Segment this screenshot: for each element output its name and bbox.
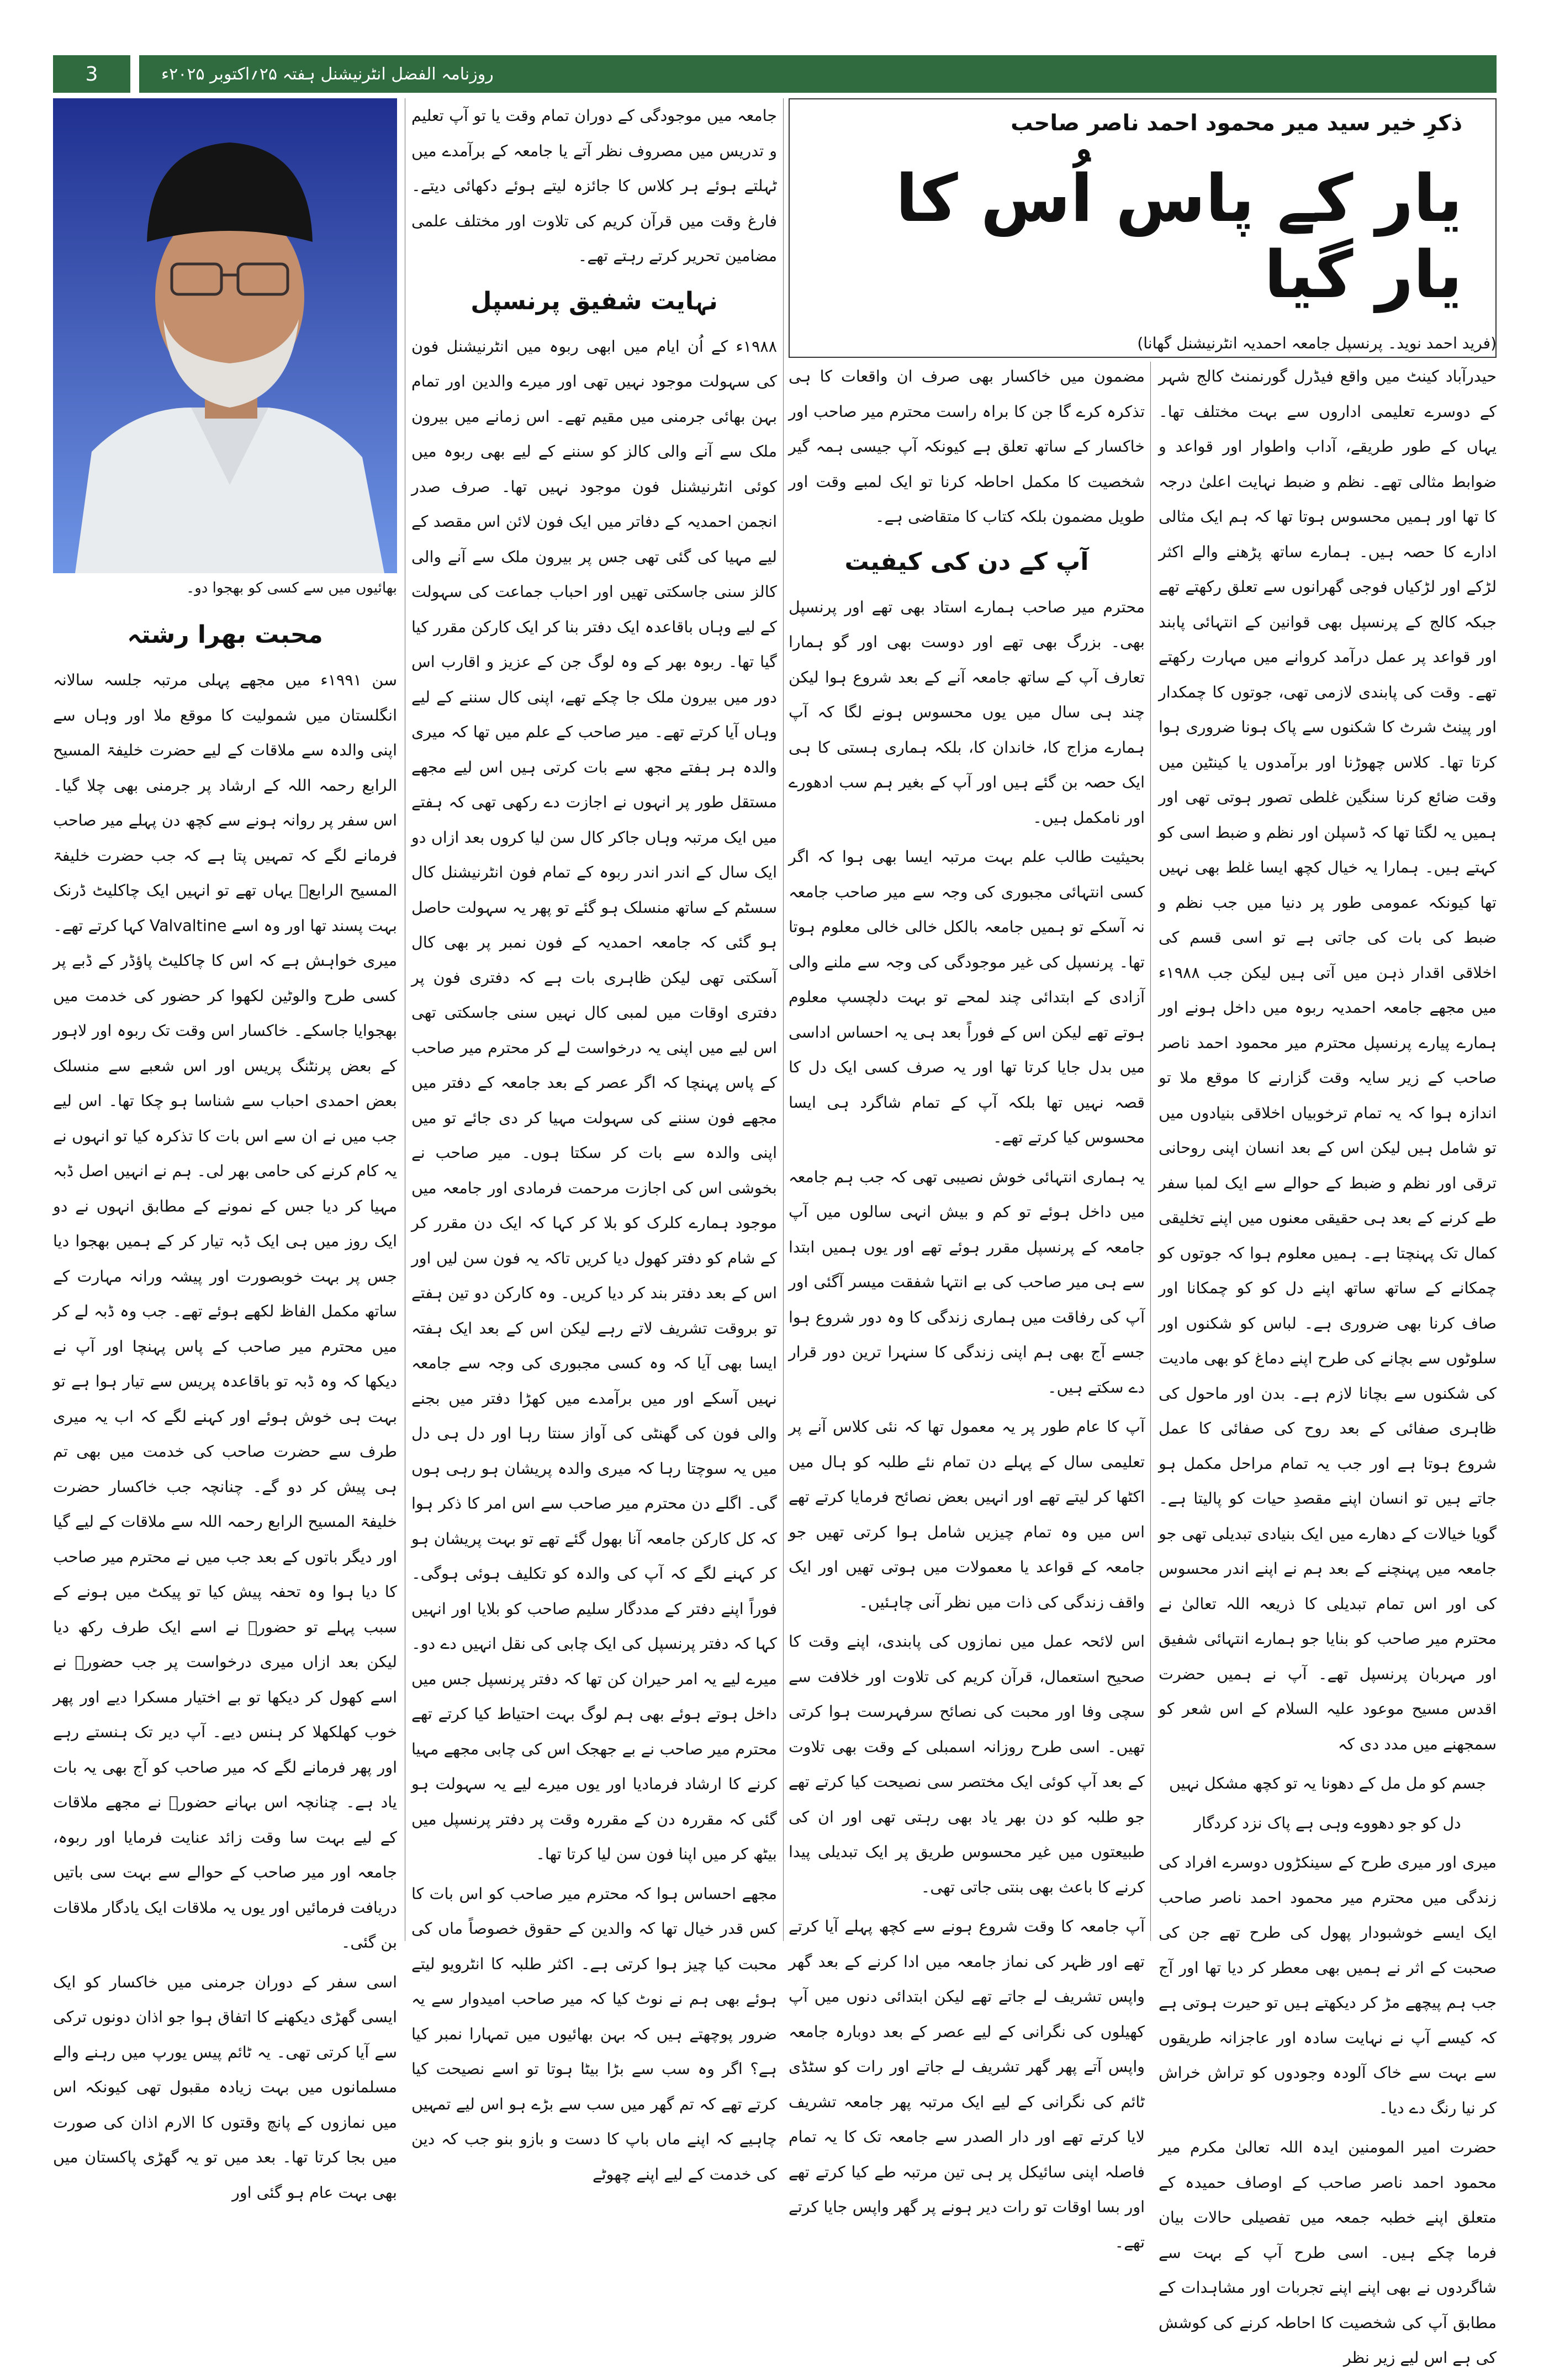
article-column-1 xyxy=(1159,359,1497,2380)
newspaper-title xyxy=(139,55,1497,93)
article-kicker: ذکرِ خیر سید میر محمود احمد ناصر صاحب xyxy=(1011,110,1462,136)
section-heading: آپ کے دن کی کیفیت xyxy=(844,547,1089,576)
portrait-photo xyxy=(53,98,397,573)
article-headline: یار کے پاس اُس کا یار گیا xyxy=(895,160,1462,313)
headline-box xyxy=(789,98,1497,358)
article-column-4 xyxy=(53,607,397,2214)
verse-line: دل کو جو دھووے وہی ہے پاک نزد کردگار xyxy=(1194,1813,1461,1832)
article-column-2 xyxy=(789,359,1145,2264)
verse-line: جسم کو مل مل کے دھونا یہ تو کچھ مشکل نہیں xyxy=(1169,1774,1487,1792)
paragraph: مضمون میں خاکسار بھی صرف ان واقعات کا ہی تذکرہ کرے گا جن کا براہ راست محترم میر صاحب اور خاکسار کے ساتھ تعلق ہے کیونکہ آپ جیسی ہمہ گیر شخصیت کا مکمل احاطہ کرنا تو ایک لمبے وقت اور طویل مضمون بلکہ کتاب کا متقاضی ہے۔ xyxy=(789,367,1145,526)
paragraph: آپ کا عام طور پر یہ معمول تھا کہ نئی کلاس آنے پر تعلیمی سال کے پہلے دن تمام نئے طلبہ کو ہال میں اکٹھا کر لیتے تھے اور انہیں بعض نصائح فرمایا کرتے تھے اس میں وہ تمام چیزیں شامل ہوا کرتی تھیں جو جامعہ کے قواعد یا معمولات میں ہوتی تھیں اور ایک واقف زندگی کی ذات میں نظر آنی چاہئیں۔ xyxy=(789,1418,1145,1611)
paragraph: سن ۱۹۹۱ء میں مجھے پہلی مرتبہ جلسہ سالانہ انگلستان میں شمولیت کا موقع ملا اور وہاں سے اپنی والدہ سے ملاقات کے لیے حضرت خلیفۃ المسیح الرابع رحمہ اللہ کے ارشاد پر جرمنی بھی چلا گیا۔ اس سفر پر روانہ ہونے سے کچھ دن پہلے میر صاحب فرمانے لگے کہ تمہیں پتا ہے کہ جب حضرت خلیفۃ المسیح الرابعؒ یہاں تھے تو انہیں ایک چاکلیٹ ڈرنک بہت پسند تھا اور وہ اسے Valvaltine کہا کرتے تھے۔ میری خواہش ہے کہ اس کا چاکلیٹ پاؤڈر کے ڈبے پر کسی طرح والوٹین لکھوا کر حضور کی خدمت میں بھجوایا جاسکے۔ خاکسار اس وقت تک ربوہ اور لاہور کے بعض پرنٹنگ پریس اور اس شعبے سے منسلک بعض احمدی احباب سے شناسا ہو چکا تھا۔ اس لیے جب میں نے ان سے اس بات کا تذکرہ کیا تو انہوں نے یہ کام کرنے کی حامی بھر لی۔ ہم نے انہیں اصل ڈبہ مہیا کر دیا جس کے نمونے کے مطابق انہوں نے دو ایک روز میں ہی ایک ڈبہ تیار کر کے ہمیں بھجوا دیا جس پر بہت خوبصورت اور پیشہ ورانہ مہارت کے ساتھ مکمل الفاظ لکھے ہوئے تھے۔ جب وہ ڈبہ لے کر میں محترم میر صاحب کے پاس پہنچا اور آپ نے دیکھا کہ وہ ڈبہ تو باقاعدہ پریس سے تیار ہوا ہے تو بہت ہی خوش ہوئے اور کہنے لگے کہ اب یہ میری طرف سے حضرت صاحب کی خدمت میں بھی تم ہی پیش کر دو گے۔ چنانچہ جب خاکسار حضرت خلیفۃ المسیح الرابع رحمہ اللہ سے ملاقات کے لیے گیا اور دیگر باتوں کے بعد جب میں نے محترم میر صاحب کا دیا ہوا وہ تحفہ پیش کیا تو پیکٹ میں ہونے کے سبب پہلے تو حضورؒ نے اسے ایک طرف رکھ دیا لیکن بعد ازاں میری درخواست پر جب حضورؒ نے اسے کھول کر دیکھا تو بے اختیار مسکرا دیے اور پھر خوب کھلکھلا کر ہنس دیے۔ آپ دیر تک ہنستے رہے اور پھر فرمانے لگے کہ میر صاحب کو آج بھی یہ بات یاد ہے۔ چنانچہ اس بہانے حضورؒ نے مجھے ملاقات کے لیے بہت سا وقت زائد عنایت فرمایا اور ربوہ، جامعہ اور میر صاحب کے حوالے سے بہت سی باتیں دریافت فرمائیں اور یوں یہ ملاقات ایک یادگار ملاقات بن گئی۔ xyxy=(53,671,397,1951)
paragraph: اسی سفر کے دوران جرمنی میں خاکسار کو ایک ایسی گھڑی دیکھنے کا اتفاق ہوا جو اذان دونوں ترکی سے آیا کرتی تھی۔ یہ ٹائم پیس یورپ میں رہنے والے مسلمانوں میں بہت زیادہ مقبول تھی کیونکہ اس میں نمازوں کے پانچ وقتوں کا الارم اذان کی صورت میں بجا کرتا تھا۔ بعد میں تو یہ گھڑی پاکستان میں بھی بہت عام ہو گئی اور xyxy=(53,1972,397,2202)
photo-caption: بھائیوں میں سے کسی کو بھجوا دو۔ xyxy=(186,580,397,596)
paragraph: مجھے احساس ہوا کہ محترم میر صاحب کو اس بات کا کس قدر خیال تھا کہ والدین کے حقوق خصوصاً ماں کی محبت کیا چیز ہوا کرتی ہے۔ اکثر طلبہ کا انٹرویو لیتے ہوئے بھی ہم نے نوٹ کیا کہ میر صاحب امیدوار سے یہ ضرور پوچھتے ہیں کہ بہن بھائیوں میں تمہارا نمبر کیا ہے؟ اگر وہ سب سے بڑا بیٹا ہوتا تو اسے نصیحت کیا کرتے تھے کہ تم گھر میں سب سے بڑے ہو اس لیے تمہیں چاہیے کہ اپنے ماں باپ کا دست و بازو بنو جب کہ دین کی خدمت کے لیے اپنے چھوٹے xyxy=(411,1884,777,2183)
paragraph: ۱۹۸۸ء کے اُن ایام میں ابھی ربوہ میں انٹرنیشنل فون کی سہولت موجود نہیں تھی اور میرے والدین اور تمام بہن بھائی جرمنی میں مقیم تھے۔ اس زمانے میں بیرون ملک سے آنے والی کالز کو سننے کے لیے بھی ربوہ میں کوئی انٹرنیشنل فون موجود نہیں تھا۔ صرف صدر انجمن احمدیہ کے دفاتر میں ایک فون لائن اس مقصد کے لیے مہیا کی گئی تھی جس پر بیرون ملک سے آنے والی کالز سنی جاسکتی تھیں اور احباب جماعت کی سہولت کے لیے وہاں باقاعدہ ایک دفتر بنا کر ایک کارکن مقرر کیا گیا تھا۔ ربوہ بھر کے وہ لوگ جن کے عزیز و اقارب اس دور میں بیرون ملک جا چکے تھے، اپنی کال سننے کے لیے وہاں آیا کرتے تھے۔ میر صاحب کے علم میں تھا کہ میری والدہ ہر ہفتے مجھ سے بات کرتی ہیں اس لیے مجھے مستقل طور پر انہوں نے اجازت دے رکھی تھی کہ ہفتے میں ایک مرتبہ وہاں جاکر کال سن لیا کروں بعد ازاں دو ایک سال کے اندر اندر ربوہ کے تمام فون انٹرنیشنل کال سسٹم کے ساتھ منسلک ہو گئے تو پھر یہ سہولت حاصل ہو گئی کہ جامعہ احمدیہ کے فون نمبر پر بھی کال آسکتی تھی لیکن ظاہری بات ہے کہ دفتری فون پر دفتری اوقات میں لمبی کال نہیں سنی جاسکتی تھی اس لیے میں اپنی یہ درخواست لے کر محترم میر صاحب کے پاس پہنچا کہ اگر عصر کے بعد جامعہ کے دفتر میں مجھے فون سننے کی سہولت مہیا کر دی جائے تو میں اپنی والدہ سے بات کر سکتا ہوں۔ میر صاحب نے بخوشی اس کی اجازت مرحمت فرمادی اور جامعہ میں موجود ہمارے کلرک کو بلا کر کہا کہ ایک دن مقرر کر کے شام کو دفتر کھول دیا کریں تاکہ یہ فون سن لیں اور اس کے بعد دفتر بند کر دیا کریں۔ وہ کارکن دو تین ہفتے تو بروقت تشریف لاتے رہے لیکن اس کے بعد ایک ہفتہ ایسا بھی آیا کہ وہ کسی مجبوری کی وجہ سے جامعہ نہیں آسکے اور میں برآمدے میں کھڑا دفتر میں بجنے والی فون کی گھنٹی کی آواز سنتا رہا اور دل ہی دل میں یہ سوچتا رہا کہ میری والدہ پریشان ہو رہی ہوں گی۔ اگلے دن محترم میر صاحب سے اس امر کا ذکر ہوا کہ کل کارکن جامعہ آنا بھول گئے تھے تو بہت پریشان ہو کر کہنے لگے کہ آپ کی والدہ کو تکلیف ہوئی ہوگی۔ فوراً اپنے دفتر کے مددگار سلیم صاحب کو بلایا اور انہیں کہا کہ دفتر پرنسپل کی ایک چابی کی نقل انہیں دے دو۔ میرے لیے یہ امر حیران کن تھا کہ دفتر پرنسپل جس میں داخل ہوتے ہوئے بھی ہم لوگ بہت احتیاط کیا کرتے تھے محترم میر صاحب نے بے جھجک اس کی چابی مجھے مہیا کرنے کا ارشاد فرمادیا اور یوں میرے لیے یہ سہولت ہو گئی کہ مقررہ دن کے مقررہ وقت پر دفتر پرنسپل میں بیٹھ کر میں اپنا فون سن لیا کرتا تھا۔ xyxy=(411,337,777,1863)
article-column-3 xyxy=(411,98,777,2196)
paragraph: حضرت امیر المومنین ایدہ اللہ تعالیٰ مکرم میر محمود احمد ناصر صاحب کے اوصاف حمیدہ کے متعلق اپنے خطبہ جمعہ میں تفصیلی حالات بیان فرما چکے ہیں۔ اسی طرح آپ کے بہت سے شاگردوں نے بھی اپنے اپنے تجربات اور مشاہدات کے مطابق آپ کی شخصیت کا احاطہ کرنے کی کوشش کی ہے اس لیے زیر نظر xyxy=(1159,2138,1497,2367)
page-header xyxy=(53,55,1497,93)
section-heading: محبت بھرا رشتہ xyxy=(127,621,323,649)
paragraph: اس لائحہ عمل میں نمازوں کی پابندی، اپنے وقت کا صحیح استعمال، قرآن کریم کی تلاوت اور خلافت سے سچی وفا اور محبت کی نصائح سرفہرست ہوا کرتی تھیں۔ اسی طرح روزانہ اسمبلی کے وقت بھی تلاوت کے بعد آپ کوئی ایک مختصر سی نصیحت کیا کرتے تھے جو طلبہ کو دن بھر یاد بھی رہتی تھی اور ان کی طبیعتوں میں غیر محسوس طریق پر ایک تبدیلی پیدا کرنے کا باعث بھی بنتی جاتی تھی۔ xyxy=(789,1632,1145,1896)
page-number: 3 xyxy=(53,55,130,93)
paragraph: بحیثیت طالب علم بہت مرتبہ ایسا بھی ہوا کہ اگر کسی انتہائی مجبوری کی وجہ سے میر صاحب جامعہ نہ آسکے تو ہمیں جامعہ بالکل خالی خالی معلوم ہوتا تھا۔ پرنسپل کی غیر موجودگی کی وجہ سے ملنے والی آزادی کے ابتدائی چند لمحے تو بہت دلچسپ معلوم ہوتے تھے لیکن اس کے فوراً بعد ہی یہ احساس اداسی میں بدل جایا کرتا تھا اور یہ صرف کسی ایک دل کا قصہ نہیں تھا بلکہ آپ کے تمام شاگرد ہی ایسا محسوس کیا کرتے تھے۔ xyxy=(789,848,1145,1146)
paragraph: حیدرآباد کینٹ میں واقع فیڈرل گورنمنٹ کالج شہر کے دوسرے تعلیمی اداروں سے بہت مختلف تھا۔ یہاں کے طور طریقے، آداب واطوار اور قواعد و ضوابط مثالی تھے۔ نظم و ضبط نہایت اعلیٰ درجہ کا تھا اور ہمیں محسوس ہوتا تھا کہ ہم ایک مثالی ادارے کا حصہ ہیں۔ ہمارے ساتھ پڑھنے والے اکثر لڑکے اور لڑکیاں فوجی گھرانوں سے تعلق رکھتے تھے جبکہ کالج کے پرنسپل بھی قوانین کے انتہائی پابند اور قواعد پر عمل درآمد کروانے میں مہارت رکھتے تھے۔ وقت کی پابندی لازمی تھی، جوتوں کا چمکدار اور پینٹ شرٹ کا شکنوں سے پاک ہونا ضروری ہوا کرتا تھا۔ کلاس چھوڑنا اور برآمدوں یا کینٹین میں وقت ضائع کرنا سنگین غلطی تصور ہوتی تھی اور ہمیں یہ لگتا تھا کہ ڈسپلن اور نظم و ضبط اسی کو کہتے ہیں۔ ہمارا یہ خیال کچھ ایسا غلط بھی نہیں تھا کیونکہ عمومی طور پر دنیا میں جب نظم و ضبط کی بات کی جاتی ہے تو اسی قسم کی اخلاقی اقدار ذہن میں آتی ہیں لیکن جب ۱۹۸۸ء میں مجھے جامعہ احمدیہ ربوہ میں داخل ہونے اور ہمارے پیارے پرنسپل محترم میر محمود احمد ناصر صاحب کے زیر سایہ وقت گزارنے کا موقع ملا تو اندازہ ہوا کہ یہ تمام ترخوبیاں اخلاقی بنیادوں میں تو شامل ہیں لیکن اس کے بعد انسان اپنی روحانی ترقی اور نظم و ضبط کے حوالے سے ایک لمبا سفر طے کرنے کے بعد ہی حقیقی معنوں میں اپنے تخلیقی کمال تک پہنچتا ہے۔ ہمیں معلوم ہوا کہ جوتوں کو چمکانے کے ساتھ ساتھ اپنے دل کو کو چمکانا اور صاف کرنا بھی ضروری ہے۔ لباس کو شکنوں اور سلوٹوں سے بچانے کی طرح اپنے دماغ کو بھی مادیت کی شکنوں سے بچانا لازم ہے۔ بدن اور ماحول کی ظاہری صفائی کے بعد روح کی صفائی کا عمل شروع ہوتا ہے اور جب یہ تمام مراحل مکمل ہو جاتے ہیں تو انسان اپنے مقصدِ حیات کو پالیتا ہے۔ گویا خیالات کے دھارے میں ایک بنیادی تبدیلی تھی جو جامعہ میں پہنچنے کے بعد ہم نے اپنے اندر محسوس کی اور اس تمام تبدیلی کا ذریعہ اللہ تعالیٰ نے محترم میر صاحب کو بنایا جو ہمارے انتہائی شفیق اور مہربان پرنسپل تھے۔ آپ نے ہمیں حضرت اقدس مسیح موعود علیہ السلام کے اس شعر کو سمجھنے میں مدد دی کہ xyxy=(1159,367,1497,1753)
paragraph: محترم میر صاحب ہمارے استاد بھی تھے اور پرنسپل بھی۔ بزرگ بھی تھے اور دوست بھی اور گو ہمارا تعارف آپ کے ساتھ جامعہ آنے کے بعد شروع ہوا لیکن چند ہی سال میں یوں محسوس ہونے لگا کہ آپ ہمارے مزاج کا، خاندان کا، بلکہ ہماری ہستی کا ہی ایک حصہ بن گئے ہیں اور آپ کے بغیر ہم سب ادھورے اور نامکمل ہیں۔ xyxy=(789,597,1145,827)
paragraph: آپ جامعہ کا وقت شروع ہونے سے کچھ پہلے آیا کرتے تھے اور ظہر کی نماز جامعہ میں ادا کرنے کے بعد گھر واپس تشریف لے جاتے تھے لیکن ابتدائی دنوں میں آپ کھیلوں کی نگرانی کے لیے عصر کے بعد دوبارہ جامعہ واپس آتے پھر گھر تشریف لے جاتے اور رات کو سٹڈی ٹائم کی نگرانی کے لیے ایک مرتبہ پھر جامعہ تشریف لایا کرتے تھے اور دار الصدر سے جامعہ تک کا یہ تمام فاصلہ اپنی سائیکل پر ہی تین مرتبہ طے کیا کرتے تھے اور بسا اوقات تو رات دیر ہونے پر گھر واپس جایا کرتے تھے۔ xyxy=(789,1917,1145,2251)
paragraph: جامعہ میں موجودگی کے دوران تمام وقت یا تو آپ تعلیم و تدریس میں مصروف نظر آتے یا جامعہ کے برآمدے میں ٹہلتے ہوئے ہر کلاس کا جائزہ لیتے ہوئے دکھائی دیتے۔ فارغ وقت میں قرآن کریم کی تلاوت اور مختلف علمی مضامین تحریر کرتے رہتے تھے۔ xyxy=(411,107,777,265)
newspaper-title-text: روزنامہ الفضل انٹرنیشنل ہفتہ ۲۵؍اکتوبر ۲۰۲۵ء xyxy=(161,64,494,84)
paragraph: یہ ہماری انتہائی خوش نصیبی تھی کہ جب ہم جامعہ میں داخل ہوئے تو کم و بیش انہی سالوں میں آپ جامعہ کے پرنسپل مقرر ہوئے تھے اور یوں ہمیں ابتدا سے ہی میر صاحب کی بے انتہا شفقت میسر آگئی اور آپ کی رفاقت میں ہماری زندگی کا وہ دور شروع ہوا جسے آج بھی ہم اپنی زندگی کا سنہرا ترین دور قرار دے سکتے ہیں۔ xyxy=(789,1167,1145,1397)
paragraph: میری اور میری طرح کے سینکڑوں دوسرے افراد کی زندگی میں محترم میر محمود احمد ناصر صاحب ایک ایسے خوشبودار پھول کی طرح تھے جن کی صحبت کے اثر نے ہمیں بھی معطر کر دیا تھا اور آج جب ہم پیچھے مڑ کر دیکھتے ہیں تو حیرت ہوتی ہے کہ کیسے آپ نے نہایت سادہ اور عاجزانہ طریقوں سے بہت سے خاک آلودہ وجودوں کو تراش خراش کر نیا رنگ دے دیا۔ xyxy=(1159,1853,1497,2117)
section-heading: نہایت شفیق پرنسپل xyxy=(470,287,718,315)
article-byline: (فرید احمد نوید۔ پرنسپل جامعہ احمدیہ انٹرنیشنل گھانا) xyxy=(1137,334,1497,352)
